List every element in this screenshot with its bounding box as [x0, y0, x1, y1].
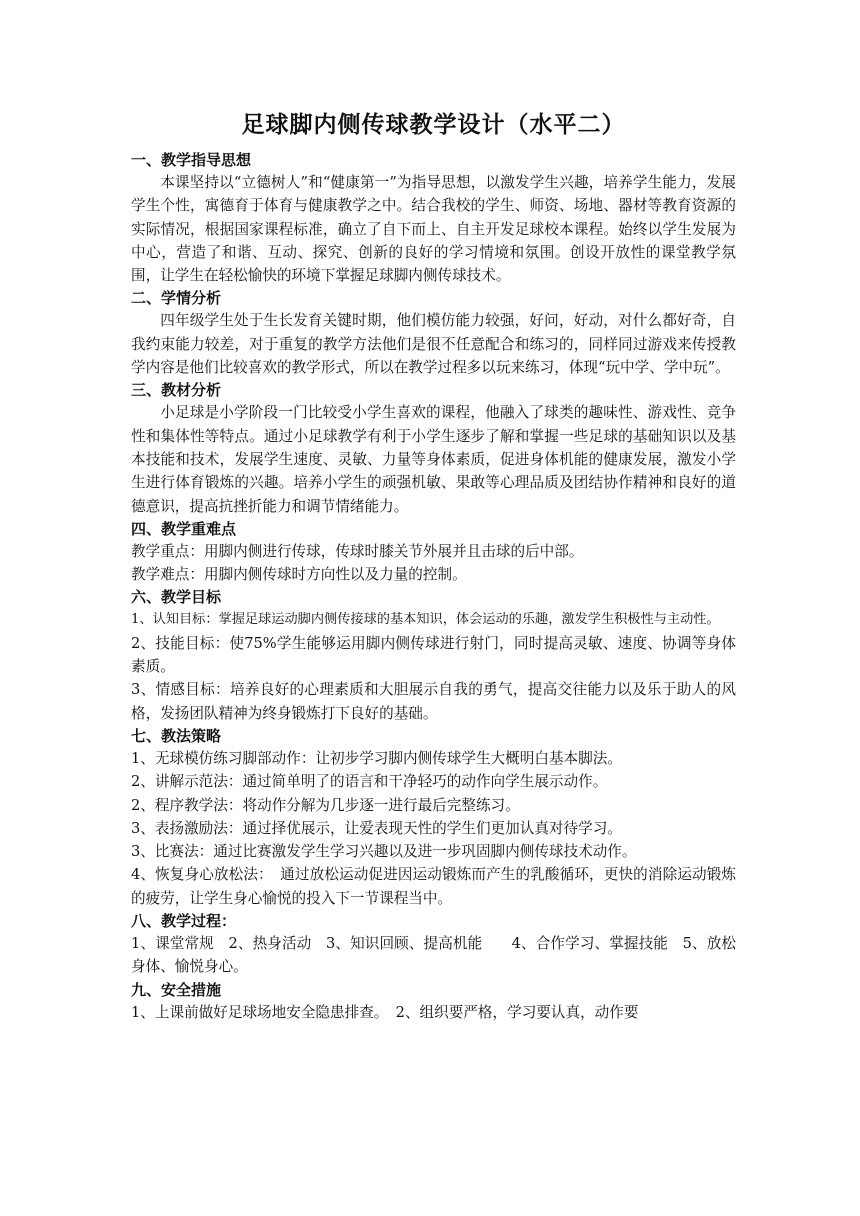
- paragraph: 2、讲解示范法：通过简单明了的语言和干净轻巧的动作向学生展示动作。: [131, 773, 608, 791]
- paragraph: 3、表扬激励法：通过择优展示，让爱表现天性的学生们更加认真对待学习。: [131, 819, 622, 837]
- section-teaching-process: [131, 910, 736, 979]
- paragraph: 教学重点：用脚内侧进行传球，传球时膝关节外展并且击球的后中部。: [131, 542, 584, 560]
- section-material-analysis: [131, 379, 736, 517]
- section-safety-measures: [131, 979, 736, 1024]
- section-heading: 六、教学目标: [131, 588, 222, 607]
- paragraph: 1、无球模仿练习脚部动作：让初步学习脚内侧传球学生大概明白基本脚法。: [131, 749, 622, 767]
- paragraph: 1、课堂常规 2、热身活动 3、知识回顾、提高机能 4、合作学习、掌握技能 5、放松身体、愉悦身心。: [131, 935, 736, 976]
- paragraph: 1、认知目标：掌握足球运动脚内侧传接球的基本知识，体会运动的乐趣，激发学生积极性与主动性。: [131, 612, 720, 628]
- section-heading: 九、安全措施: [131, 980, 222, 999]
- section-teaching-objectives: [131, 586, 736, 724]
- section-heading: 三、教材分析: [131, 381, 222, 400]
- section-heading: 四、教学重难点: [131, 519, 237, 538]
- section-guiding-ideology: [131, 149, 736, 287]
- section-heading: 一、教学指导思想: [131, 151, 252, 169]
- section-heading: 八、教学过程：: [131, 912, 237, 931]
- paragraph: 4、恢复身心放松法： 通过放松运动促进因运动锻炼而产生的乳酸循环，更快的消除运动锻炼的疲劳，让学生身心愉悦的投入下一节课程当中。: [131, 866, 736, 907]
- paragraph: 2、程序教学法：将动作分解为几步逐一进行最后完整练习。: [131, 796, 520, 814]
- section-heading: 七、教法策略: [131, 726, 222, 745]
- document-title: 足球脚内侧传球教学设计（水平二）: [241, 111, 626, 138]
- section-heading: 二、学情分析: [131, 289, 222, 308]
- paragraph: 2、技能目标：使75%学生能够运用脚内侧传球进行射门，同时提高灵敏、速度、协调等身体素质。: [131, 634, 736, 676]
- section-student-analysis: [131, 287, 736, 379]
- paragraph: 3、比赛法：通过比赛激发学生学习兴趣以及进一步巩固脚内侧传球技术动作。: [131, 843, 637, 861]
- paragraph: 本课坚持以“立德树人”和“健康第一”为指导思想，以激发学生兴趣，培养学生能力，发展学生个性，寓德育于体育与健康教学之中。结合我校的学生、师资、场地、器材等教育资源的实际情况，根据国家课程标准，确立了自下而上、自主开发足球校本课程。始终以学生发展为中心，营造了和谐、互动、探究、创新的良好的学习情境和氛围。创设开放性的课堂教学氛围，让学生在轻松愉快的环境下掌握足球脚内侧传球技术。: [131, 174, 736, 285]
- paragraph: 1、上课前做好足球场地安全隐患排查。 2、组织要严格，学习要认真，动作要: [131, 1003, 639, 1021]
- section-key-difficult-points: [131, 518, 736, 587]
- paragraph: 四年级学生处于生长发育关键时期，他们模仿能力较强，好问，好动，对什么都好奇，自我约束能力较差，对于重复的教学方法他们是很不任意配合和练习的，同样同过游戏来传授教学内容是他们比较喜欢的教学形式，所以在教学过程多以玩来练习，体现“玩中学、学中玩”。: [131, 312, 736, 377]
- section-teaching-strategies: [131, 725, 736, 910]
- paragraph: 教学难点：用脚内侧传球时方向性以及力量的控制。: [131, 566, 467, 584]
- paragraph: 小足球是小学阶段一门比较受小学生喜欢的课程，他融入了球类的趣味性、游戏性、竞争性和集体性等特点。通过小足球教学有利于小学生逐步了解和掌握一些足球的基础知识以及基本技能和技术，发展学生速度、灵敏、力量等身体素质，促进身体机能的健康发展，激发小学生进行体育锻炼的兴趣。培养小学生的顽强机敏、果敢等心理品质及团结协作精神和良好的道德意识，提高抗挫折能力和调节情绪能力。: [131, 404, 736, 515]
- paragraph: 3、情感目标：培养良好的心理素质和大胆展示自我的勇气，提高交往能力以及乐于助人的风格，发扬团队精神为终身锻炼打下良好的基础。: [131, 681, 736, 722]
